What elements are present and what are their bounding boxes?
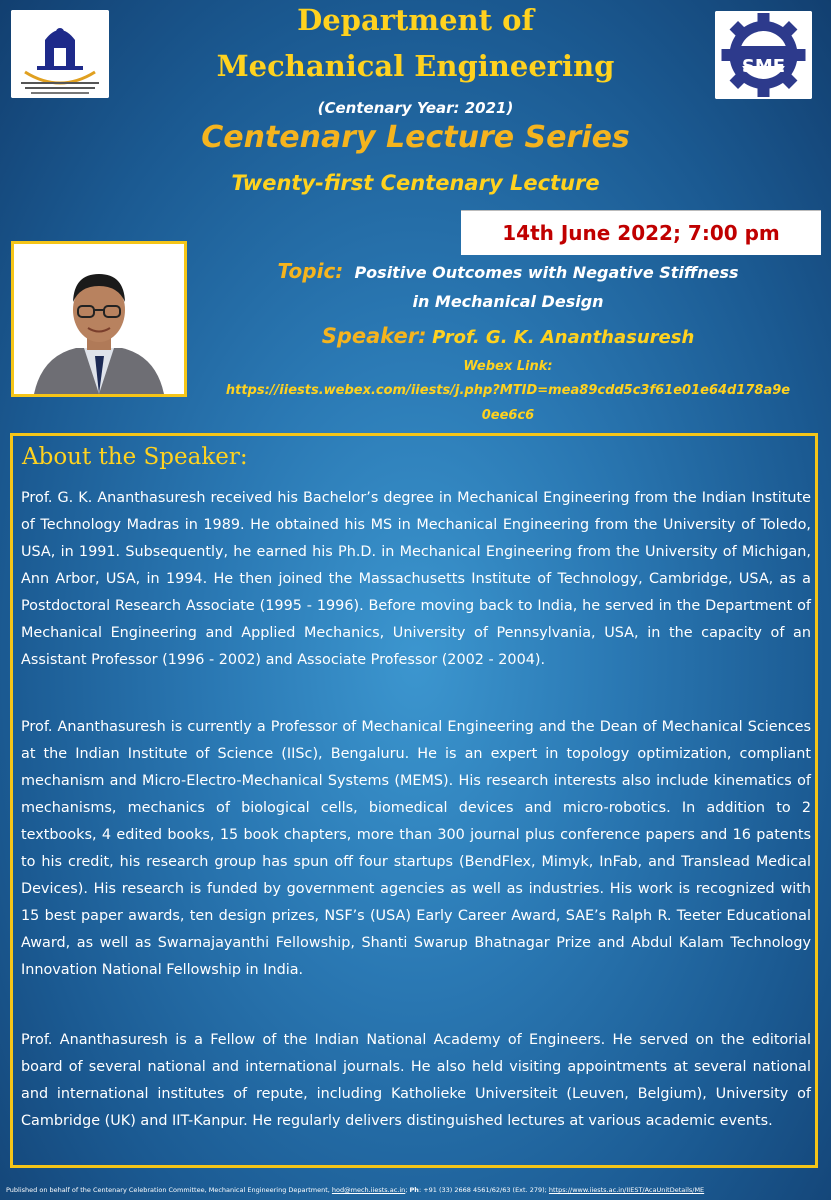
sme-logo-text: SME <box>741 56 786 77</box>
footer: Published on behalf of the Centenary Celebration Committee, Mechanical Engineering Department, hod@mech.iiests.ac.in; Ph: +91 (33) 2668 4561/62/63 (Ext. 279); https://www.iiests.ac.in/IIEST/AcaUnitDetails/ME <box>6 1186 705 1194</box>
about-title: About the Speaker: <box>22 444 248 470</box>
webex-link-line1[interactable]: https://iiests.webex.com/iiests/j.php?MTID=mea89cdd5c3f61e01e64d178a9e <box>225 383 791 398</box>
lecture-title: Twenty-first Centenary Lecture <box>231 171 600 195</box>
topic-label: Topic: <box>277 259 344 283</box>
department-title-line1: Department of <box>297 3 534 37</box>
about-paragraph-3: Prof. Ananthasuresh is a Fellow of the Indian National Academy of Engineers. He served on the editorial board of several national and international journals. He also held visiting appointments at several national and international institutes of repute, including Katholieke Universiteit (Leuven, Belgium), University of Cambridge (UK) and IIT-Kanpur. He regularly delivers distinguished lectures at various academic events. <box>21 1032 811 1129</box>
series-title: Centenary Lecture Series <box>201 120 630 155</box>
speaker-name: Prof. G. K. Ananthasuresh <box>432 327 695 348</box>
topic-text-line2: in Mechanical Design <box>412 292 604 311</box>
webex-link-line2[interactable]: 0ee6c6 <box>481 408 535 423</box>
topic-line-1 <box>185 258 831 286</box>
about-paragraph-1: Prof. G. K. Ananthasuresh received his Bachelor’s degree in Mechanical Engineering from the Indian Institute of Technology Madras in 1989. He obtained his MS in Mechanical Engineering from the University of Toledo, USA, in 1991. Subsequently, he earned his Ph.D. in Mechanical Engineering from the University of Michigan, Ann Arbor, USA, in 1994. He then joined the Massachusetts Institute of Technology, Cambridge, USA, as a Postdoctoral Research Associate (1995 - 1996). Before moving back to India, he served in the Department of Mechanical Engineering and Applied Mechanics, University of Pennsylvania, USA, in the capacity of an Assistant Professor (1996 - 2002) and Associate Professor (2002 - 2004). <box>21 490 811 668</box>
department-title-line2: Mechanical Engineering <box>216 49 615 83</box>
topic-text-line1: Positive Outcomes with Negative Stiffness <box>354 263 739 282</box>
date-time-box: 14th June 2022; 7:00 pm <box>461 210 821 255</box>
footer-phone: : +91 (33) 2668 4561/62/63 (Ext. 279); <box>418 1186 549 1194</box>
footer-prefix: Published on behalf of the Centenary Celebration Committee, Mechanical Engineering Department, <box>6 1186 332 1194</box>
speaker-line <box>185 322 831 352</box>
about-paragraph-2: Prof. Ananthasuresh is currently a Professor of Mechanical Engineering and the Dean of Mechanical Sciences at the Indian Institute of Science (IISc), Bengaluru. He is an expert in topology optimization, compliant mechanism and Micro-Electro-Mechanical Systems (MEMS). His research interests also include kinematics of mechanisms, mechanics of biological cells, biomedical devices and micro-robotics. In addition to 2 textbooks, 4 edited books, 15 book chapters, more than 300 journal plus conference papers and 16 patents to his credit, his research group has spun off four startups (BendFlex, Mimyk, InFab, and Translead Medical Devices). His research is funded by government agencies as well as industries. His work is recognized with 15 best paper awards, ten design prizes, NSF’s (USA) Early Career Award, SAE’s Ralph R. Teeter Educational Award, as well as Swarnajayanthi Fellowship, Shanti Swarup Bhatnagar Prize and Abdul Kalam Technology Innovation National Fellowship in India. <box>21 719 811 978</box>
webex-label: Webex Link: <box>463 359 553 374</box>
footer-email-link[interactable]: hod@mech.iiests.ac.in <box>331 1186 406 1194</box>
footer-phone-label: Ph <box>409 1186 419 1194</box>
speaker-photo <box>11 241 187 397</box>
footer-url-link[interactable]: https://www.iiests.ac.in/IIEST/AcaUnitDetails/ME <box>548 1186 705 1194</box>
centenary-year: (Centenary Year: 2021) <box>317 99 514 117</box>
topic-line-2 <box>185 290 831 314</box>
speaker-label: Speaker: <box>321 324 427 348</box>
